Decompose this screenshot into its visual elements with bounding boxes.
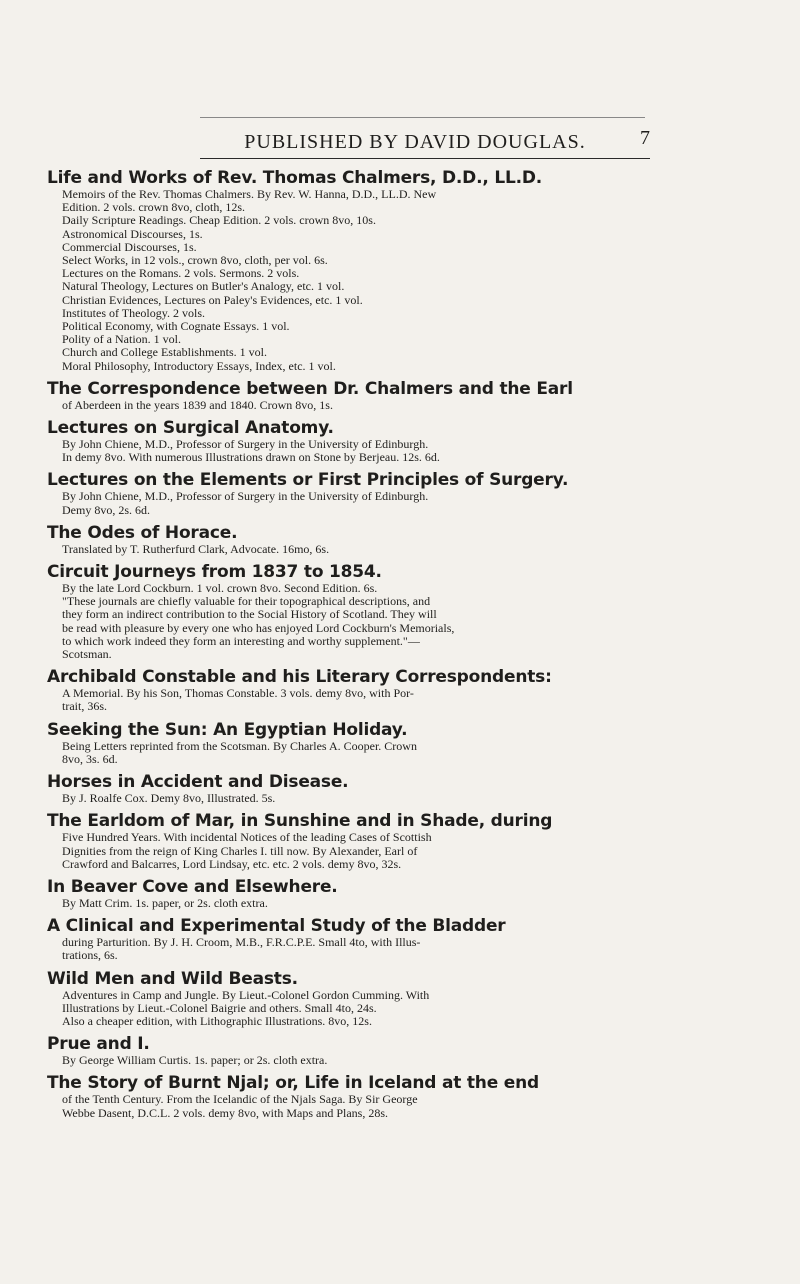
book-description-line: Memoirs of the Rev. Thomas Chalmers. By Rev. W. Hanna, D.D., LL.D. New [62,187,437,201]
book-description-line: Moral Philosophy, Introductory Essays, Index, etc. 1 vol. [62,358,336,373]
book-entry [47,969,765,1029]
page-number: 7 [640,127,650,149]
book-title: Lectures on Surgical Anatomy. [47,418,334,439]
book-description-line: Astronomical Discourses, 1s. [62,226,203,241]
book-description-line: By J. Roalfe Cox. Demy 8vo, Illustrated. 5s. [62,791,276,806]
book-description-line: Five Hundred Years. With incidental Notices of the leading Cases of Scottish [62,830,432,845]
book-entry [47,1073,765,1119]
book-title: The Odes of Horace. [47,522,238,543]
book-description-line: Edition. 2 vols. crown 8vo, cloth, 12s. [62,200,245,215]
book-description-line: Christian Evidences, Lectures on Paley's Evidences, etc. 1 vol. [62,292,363,307]
book-entry [47,916,765,962]
book-description-line: Polity of a Nation. 1 vol. [62,332,181,347]
book-entry [47,523,765,556]
book-description-line: Daily Scripture Readings. Cheap Edition. 2 vols. crown 8vo, 10s. [62,213,376,228]
book-description-line: In demy 8vo. With numerous Illustrations drawn on Stone by Berjeau. 12s. 6d. [62,450,440,465]
book-title: Prue and I. [47,1034,150,1055]
book-description-line: Crawford and Balcarres, Lord Lindsay, etc. etc. 2 vols. demy 8vo, 32s. [62,856,402,871]
book-description-line: Demy 8vo, 2s. 6d. [62,502,150,517]
book-description-line: Institutes of Theology. 2 vols. [62,305,205,320]
book-description-line: Political Economy, with Cognate Essays. 1 vol. [62,319,290,334]
book-title: A Clinical and Experimental Study of the Bladder [47,916,506,937]
book-description-line: By George William Curtis. 1s. paper; or 2s. cloth extra. [62,1053,328,1068]
book-description-line: Adventures in Camp and Jungle. By Lieut.-Colonel Gordon Cumming. With [62,987,430,1002]
book-entry [47,667,765,713]
book-list [47,168,765,1120]
book-entry [47,379,765,412]
book-description-line: Being Letters reprinted from the Scotsman. By Charles A. Cooper. Crown [62,738,417,753]
running-header: PUBLISHED BY DAVID DOUGLAS. [244,131,586,153]
book-description-line: trations, 6s. [62,948,118,963]
book-title: Circuit Journeys from 1837 to 1854. [47,562,382,583]
book-title: The Story of Burnt Njal; or, Life in Iceland at the end [47,1073,539,1094]
book-description-line: during Parturition. By J. H. Croom, M.B., F.R.C.P.E. Small 4to, with Illus- [62,935,421,950]
book-description-line: of the Tenth Century. From the Icelandic of the Njals Saga. By Sir George [62,1092,418,1107]
book-description-line: Dignities from the reign of King Charles I. till now. By Alexander, Earl of [62,843,418,858]
book-description-line: By John Chiene, M.D., Professor of Surgery in the University of Edinburgh. [62,489,429,504]
book-description-line: "These journals are chiefly valuable for their topographical descriptions, and [62,594,431,609]
book-description-line: Also a cheaper edition, with Lithographic Illustrations. 8vo, 12s. [62,1013,372,1028]
book-title: Seeking the Sun: An Egyptian Holiday. [47,719,408,740]
book-description-line: be read with pleasure by every one who has enjoyed Lord Cockburn's Memorials, [62,620,455,635]
book-description-line: Webbe Dasent, D.C.L. 2 vols. demy 8vo, with Maps and Plans, 28s. [62,1105,389,1120]
book-entry [47,811,765,871]
book-title: Life and Works of Rev. Thomas Chalmers, D.D., LL.D. [47,168,543,188]
book-description-line: Lectures on the Romans. 2 vols. Sermons. 2 vols. [62,266,300,281]
book-description-line: By John Chiene, M.D., Professor of Surgery in the University of Edinburgh. [62,437,429,452]
book-description-line: Illustrations by Lieut.-Colonel Baigrie and others. Small 4to, 24s. [62,1000,377,1015]
book-description-line: to which work indeed they form an interesting and worthy supplement."— [62,633,420,648]
book-entry [47,772,765,805]
book-description-line: Translated by T. Rutherfurd Clark, Advocate. 16mo, 6s. [62,541,330,556]
header-rule [200,158,650,159]
book-description-line: they form an indirect contribution to the Social History of Scotland. They will [62,607,437,622]
book-title: Wild Men and Wild Beasts. [47,968,298,989]
book-description-line: 8vo, 3s. 6d. [62,751,118,766]
book-entry [47,418,765,464]
book-title: Horses in Accident and Disease. [47,772,349,793]
book-description-line: Select Works, in 12 vols., crown 8vo, cloth, per vol. 6s. [62,253,328,268]
book-title: In Beaver Cove and Elsewhere. [47,876,338,897]
book-description-line: By Matt Crim. 1s. paper, or 2s. cloth extra. [62,895,268,910]
book-entry [47,470,765,516]
book-description-line: trait, 36s. [62,699,107,714]
book-title: The Earldom of Mar, in Sunshine and in Shade, during [47,811,553,832]
book-description-line: Commercial Discourses, 1s. [62,239,197,254]
book-title: The Correspondence between Dr. Chalmers and the Earl [47,378,573,399]
book-entry [47,168,765,373]
book-title: Archibald Constable and his Literary Correspondents: [47,667,552,688]
book-entry [47,877,765,910]
book-description-line: Natural Theology, Lectures on Butler's Analogy, etc. 1 vol. [62,279,345,294]
book-description-line: of Aberdeen in the years 1839 and 1840. Crown 8vo, 1s. [62,397,333,412]
book-title: Lectures on the Elements or First Principles of Surgery. [47,470,569,491]
book-entry [47,562,765,661]
book-entry [47,1034,765,1067]
book-description-line: By the late Lord Cockburn. 1 vol. crown 8vo. Second Edition. 6s. [62,581,378,596]
book-description-line: Scotsman. [62,647,112,662]
book-entry [47,720,765,766]
book-description-line: Church and College Establishments. 1 vol. [62,345,267,360]
book-description-line: A Memorial. By his Son, Thomas Constable. 3 vols. demy 8vo, with Por- [62,686,414,701]
top-hairline [200,117,645,118]
